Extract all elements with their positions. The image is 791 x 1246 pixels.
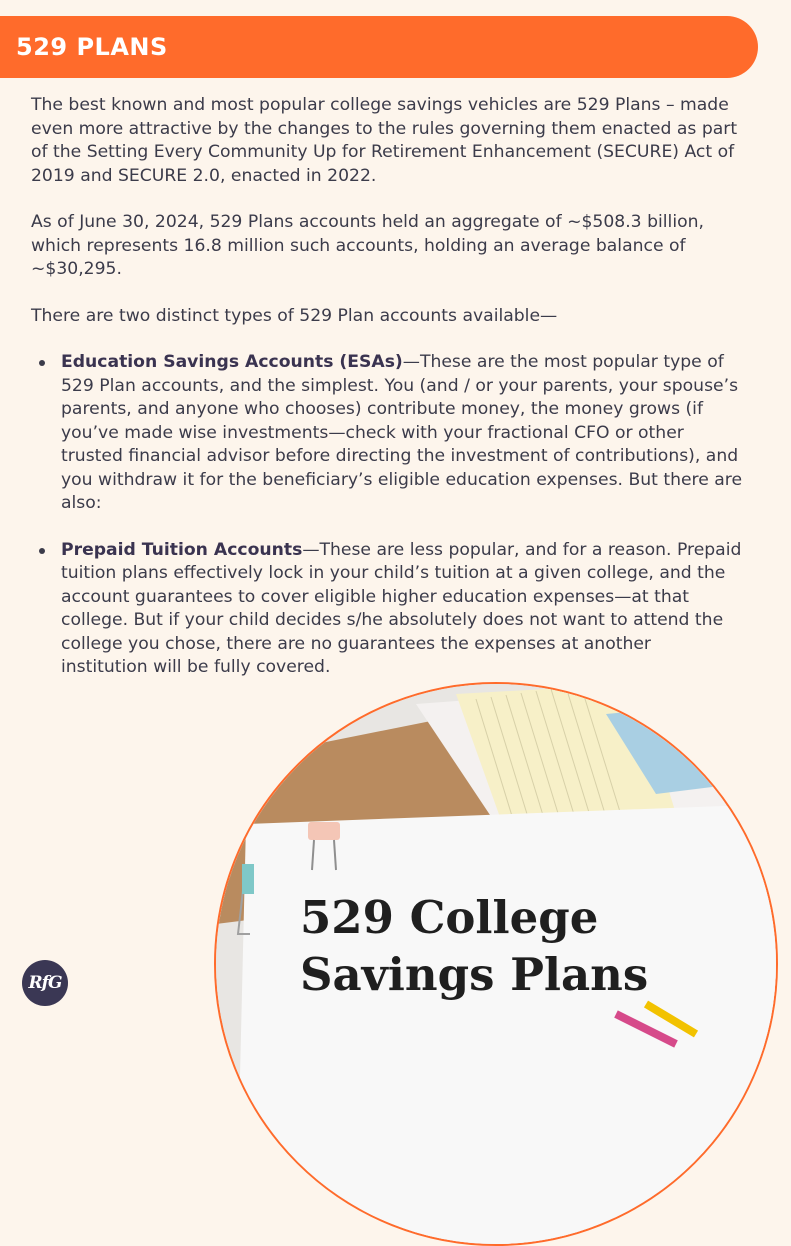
photo-caption xyxy=(300,889,648,1003)
account-types-list xyxy=(31,351,743,680)
photo-caption-line-2: Savings Plans xyxy=(300,948,649,1001)
company-logo: RfG xyxy=(22,960,68,1006)
list-item-esa xyxy=(31,351,743,516)
list-item-term: Prepaid Tuition Accounts xyxy=(61,539,303,560)
intro-paragraph-3: There are two distinct types of 529 Plan accounts available— xyxy=(31,305,558,326)
list-item-text: —These are less popular, and for a reason. Prepaid tuition plans effectively lock in your child’s tuition at a given college, and the account guarantees to cover eligible higher education expenses—at that college. But if your child decides s/he absolutely does not want to attend the college you chose, there are no guarantees the expenses at another institution will be fully covered. xyxy=(61,539,742,677)
list-item-text: —These are the most popular type of 529 Plan accounts, and the simplest. You (and / or your parents, your spouse’s parents, and anyone who chooses) contribute money, the money grows (if you’ve made wise investments—check with your fractional CFO or other trusted financial advisor before directing the investment of contributions), and you withdraw it for the beneficiary’s eligible education expenses. But there are also: xyxy=(61,352,743,513)
header-banner xyxy=(0,16,758,78)
page-title: 529 PLANS xyxy=(16,33,168,61)
feature-photo xyxy=(214,682,778,1246)
intro-paragraph-2: As of June 30, 2024, 529 Plans accounts held an aggregate of ~$508.3 billion, which represents 16.8 million such accounts, holding an average balance of ~$30,295. xyxy=(31,212,704,279)
list-item-prepaid xyxy=(31,539,743,680)
photo-caption-line-1: 529 College xyxy=(300,891,599,944)
list-item-term: Education Savings Accounts (ESAs) xyxy=(61,352,403,372)
intro-paragraph-1: The best known and most popular college savings vehicles are 529 Plans – made even more attractive by the changes to the rules governing them enacted as part of the Setting Every Community Up for Retirement Enhancement (SECURE) Act of 2019 and SECURE 2.0, enacted in 2022. xyxy=(31,95,738,186)
article-body xyxy=(31,94,743,703)
